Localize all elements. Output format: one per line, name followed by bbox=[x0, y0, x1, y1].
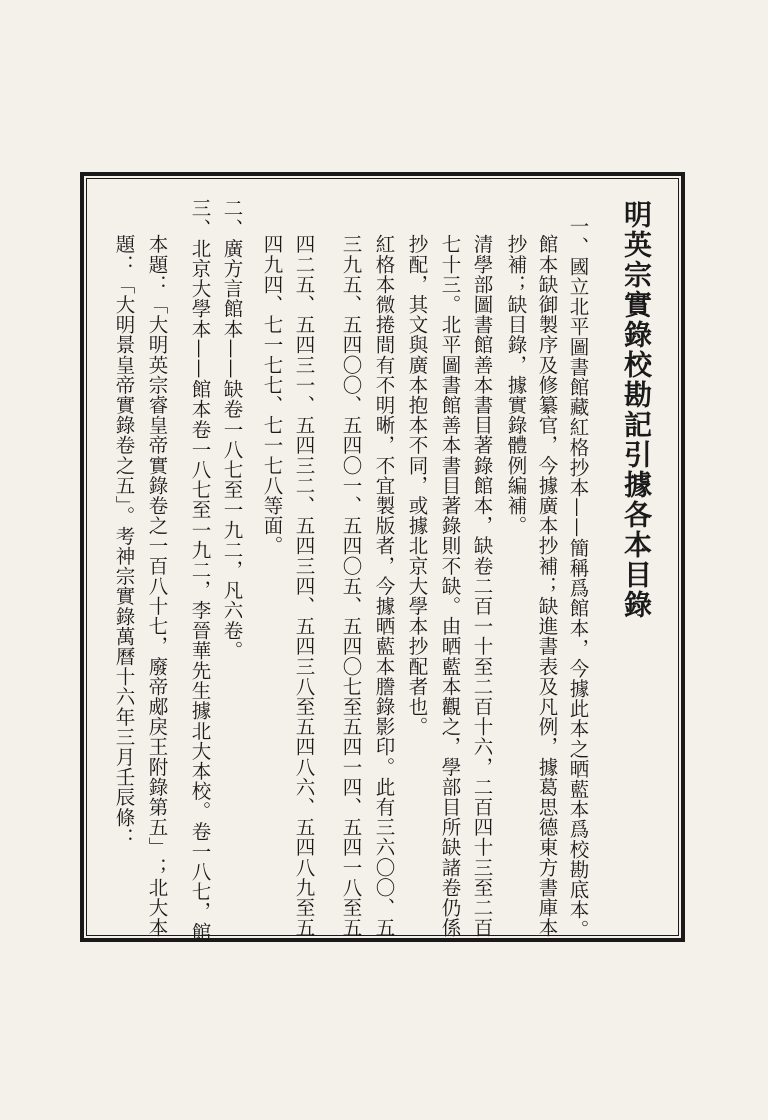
text-column: 一、國立北平圖書館藏紅格抄本——簡稱爲館本，今據此本之晒藍本爲校勘底本。 bbox=[566, 216, 590, 940]
text-column: 二、廣方言館本——缺卷一八七至一九二，凡六卷。 bbox=[220, 198, 244, 661]
text-column: 本題：「大明英宗睿皇帝實錄卷之一百八十七，廢帝郕戾王附錄第五」；北大本 bbox=[145, 234, 169, 938]
text-column: 清學部圖書館善本書目著錄館本，缺卷二百一十至二百十六，二百四十三至二百 bbox=[470, 234, 494, 938]
text-column: 館本缺御製序及修纂官，今據廣本抄補；缺進書表及凡例，據葛思德東方書庫本 bbox=[535, 234, 559, 938]
text-column: 七十三。北平圖書館善本書目著錄則不缺。由晒藍本觀之，學部目所缺諸卷仍係 bbox=[438, 234, 462, 938]
text-column: 四九四、七一七七、七一七八等面。 bbox=[260, 234, 284, 556]
text-column: 抄配，其文與廣本抱本不同，或據北京大學本抄配者也。 bbox=[405, 234, 429, 737]
text-column: 四二五、五四三一、五四三二、五四三四、五四三八至五四八六、五四八九至五 bbox=[292, 234, 316, 938]
text-column: 三九五、五四〇〇、五四〇一、五四〇五、五四〇七至五四一四、五四一八至五 bbox=[339, 234, 363, 938]
text-column: 抄補；缺目錄，據實錄體例編補。 bbox=[504, 234, 528, 536]
text-column: 題：「大明景皇帝實錄卷之五」。考神宗實錄萬曆十六年三月壬辰條： bbox=[112, 234, 136, 848]
page-title: 明英宗實錄校勘記引據各本目錄 bbox=[620, 200, 653, 620]
text-column: 紅格本微捲間有不明晰，不宜製版者，今據晒藍本謄錄影印。此有三六〇〇、五 bbox=[372, 234, 396, 938]
text-column: 三、北京大學本——館本卷一八七至一九二，李晉華先生據北大本校。卷一八七，館 bbox=[188, 198, 212, 942]
